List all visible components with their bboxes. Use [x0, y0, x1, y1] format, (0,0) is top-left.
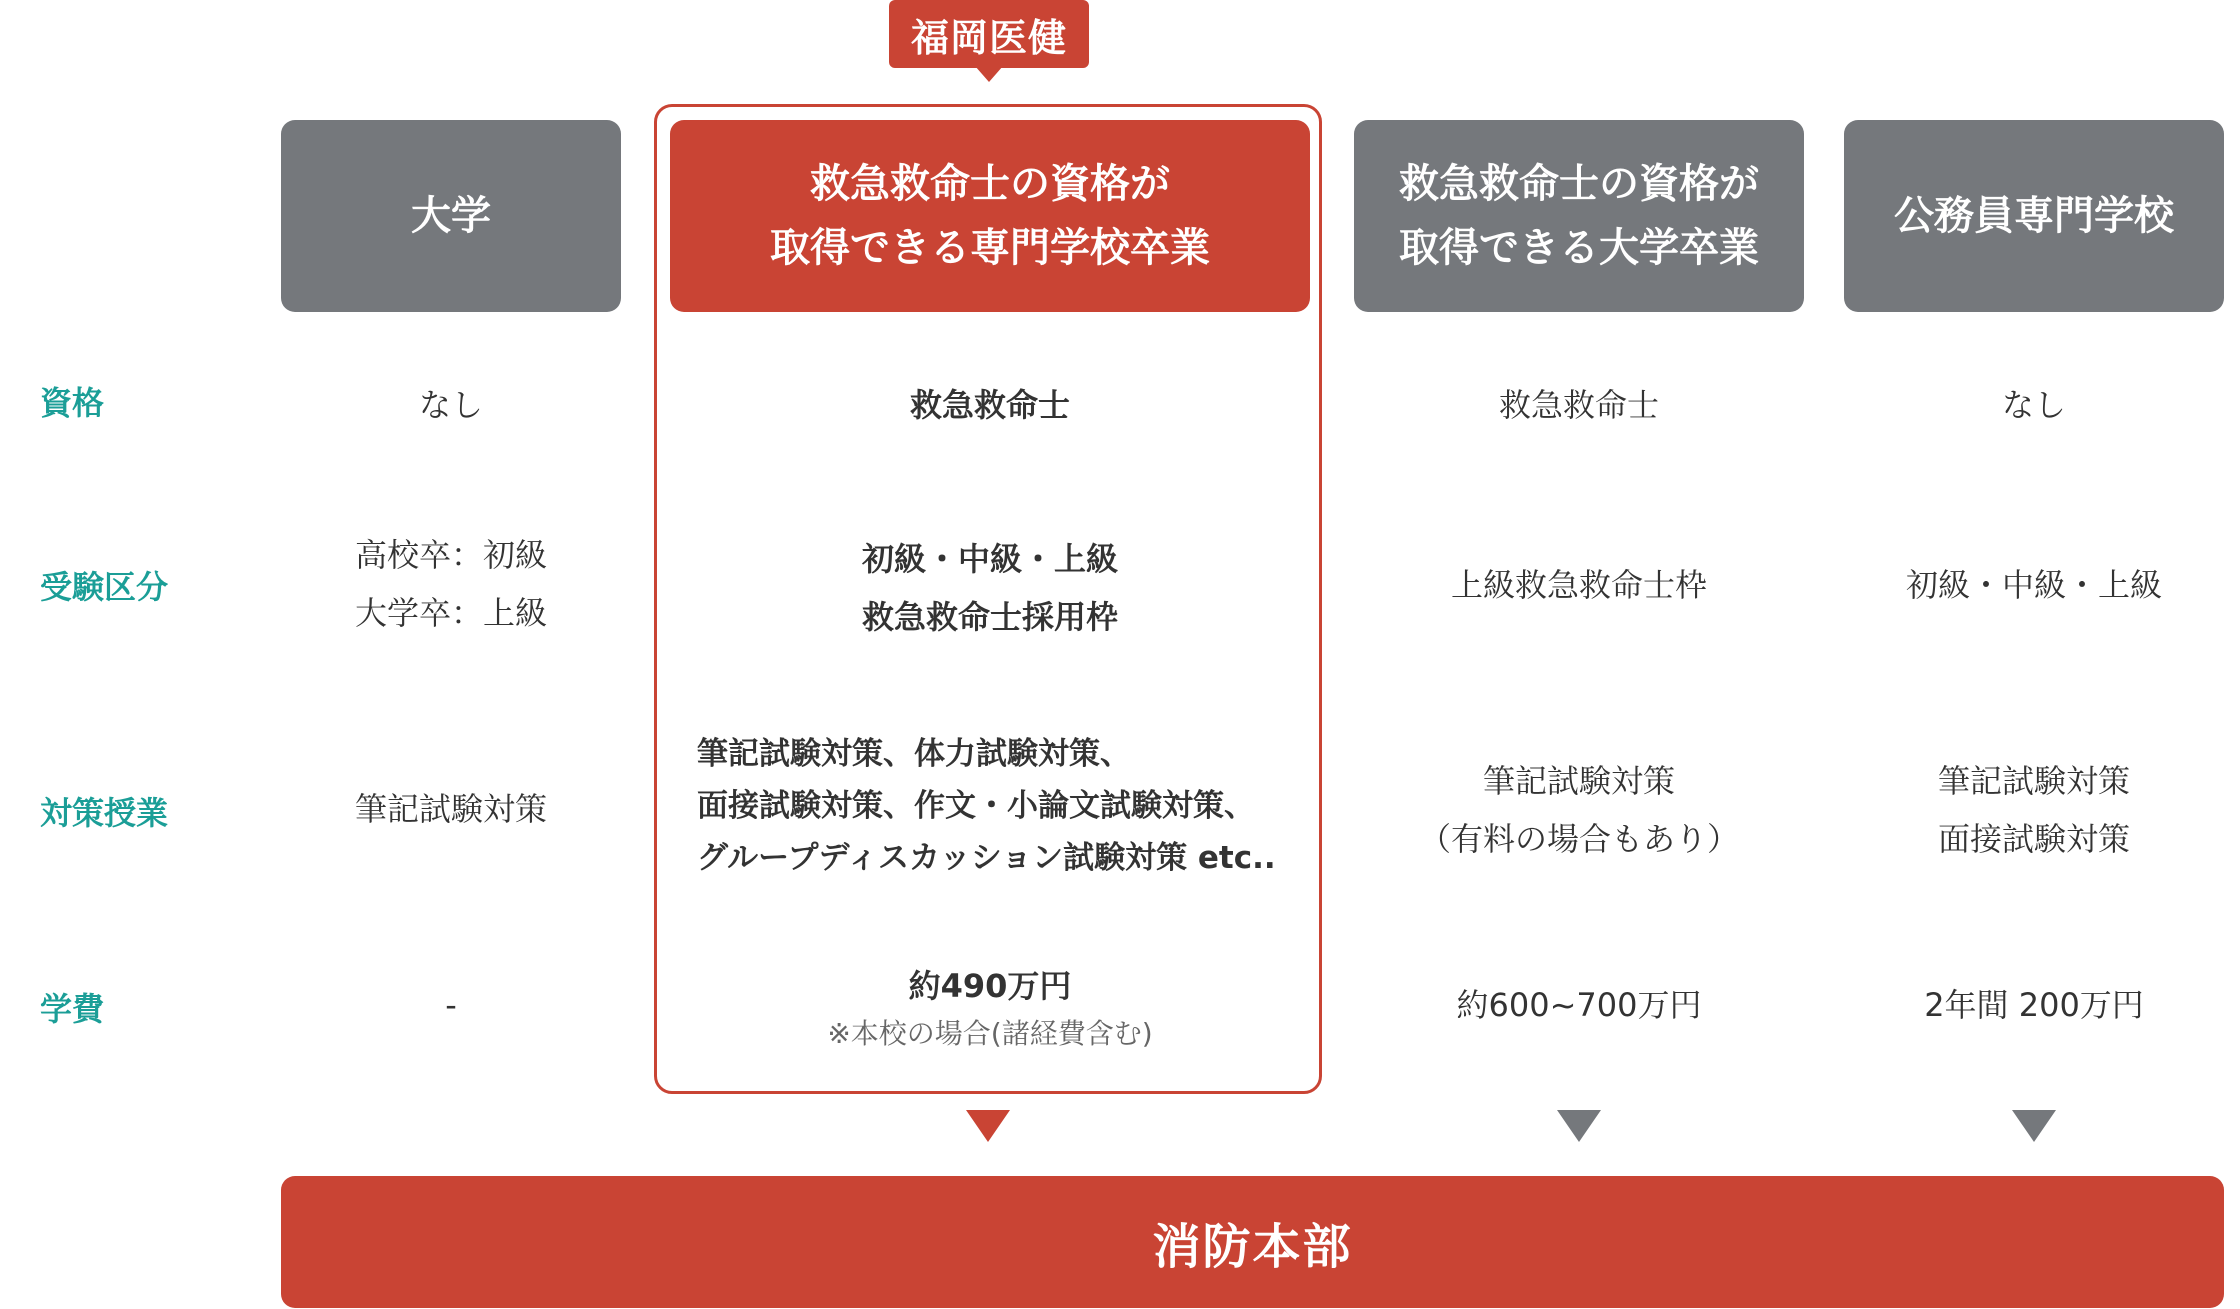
destination-fire-department: 消防本部	[281, 1176, 2224, 1308]
row-label-tuition: 学費	[40, 990, 105, 1028]
cell-qualification-vocational: 救急救命士	[909, 386, 1070, 424]
row-label-exam-category: 受験区分	[40, 568, 169, 606]
cell-qualification-civil-service: なし	[2001, 386, 2066, 424]
cell-prep-classes-civil-service: 筆記試験対策 面接試験対策	[1937, 762, 2130, 858]
cell-qualification-university: なし	[418, 386, 483, 424]
arrow-down-icon	[2012, 1110, 2056, 1142]
cell-prep-classes-university: 筆記試験対策	[354, 790, 547, 828]
header-paramedic-university: 救急救命士の資格が 取得できる大学卒業	[1354, 120, 1804, 312]
arrow-down-icon	[1557, 1110, 1601, 1142]
arrow-down-icon	[966, 1110, 1010, 1142]
cell-prep-classes-paramedic-university: 筆記試験対策 （有料の場合もあり）	[1418, 762, 1739, 858]
row-label-qualification: 資格	[40, 384, 105, 422]
cell-exam-category-civil-service: 初級・中級・上級	[1905, 566, 2162, 604]
school-badge: 福岡医健	[889, 0, 1089, 68]
cell-tuition-civil-service: 2年間 200万円	[1924, 986, 2144, 1024]
header-paramedic-vocational-school: 救急救命士の資格が 取得できる専門学校卒業	[670, 120, 1310, 312]
row-label-prep-classes: 対策授業	[40, 794, 169, 832]
cell-exam-category-university: 高校卒：初級 大学卒：上級	[354, 536, 547, 632]
cell-prep-classes-vocational: 筆記試験対策、体力試験対策、 面接試験対策、作文・小論文試験対策、 グループディスカッション試験対策 etc..	[697, 736, 1276, 876]
badge-pointer	[975, 66, 1003, 82]
cell-qualification-paramedic-university: 救急救命士	[1498, 386, 1659, 424]
header-university: 大学	[281, 120, 621, 312]
tuition-note: ※本校の場合(諸経費含む)	[827, 1017, 1153, 1050]
cell-exam-category-paramedic-university: 上級救急救命士枠	[1450, 566, 1707, 604]
cell-tuition-vocational: 約490万円 ※本校の場合(諸経費含む)	[670, 958, 1310, 1058]
cell-exam-category-vocational: 初級・中級・上級 救急救命士採用枠	[861, 540, 1118, 636]
header-civil-service-school: 公務員専門学校	[1844, 120, 2224, 312]
cell-tuition-paramedic-university: 約600~700万円	[1456, 986, 1702, 1024]
cell-tuition-university: -	[445, 986, 457, 1024]
